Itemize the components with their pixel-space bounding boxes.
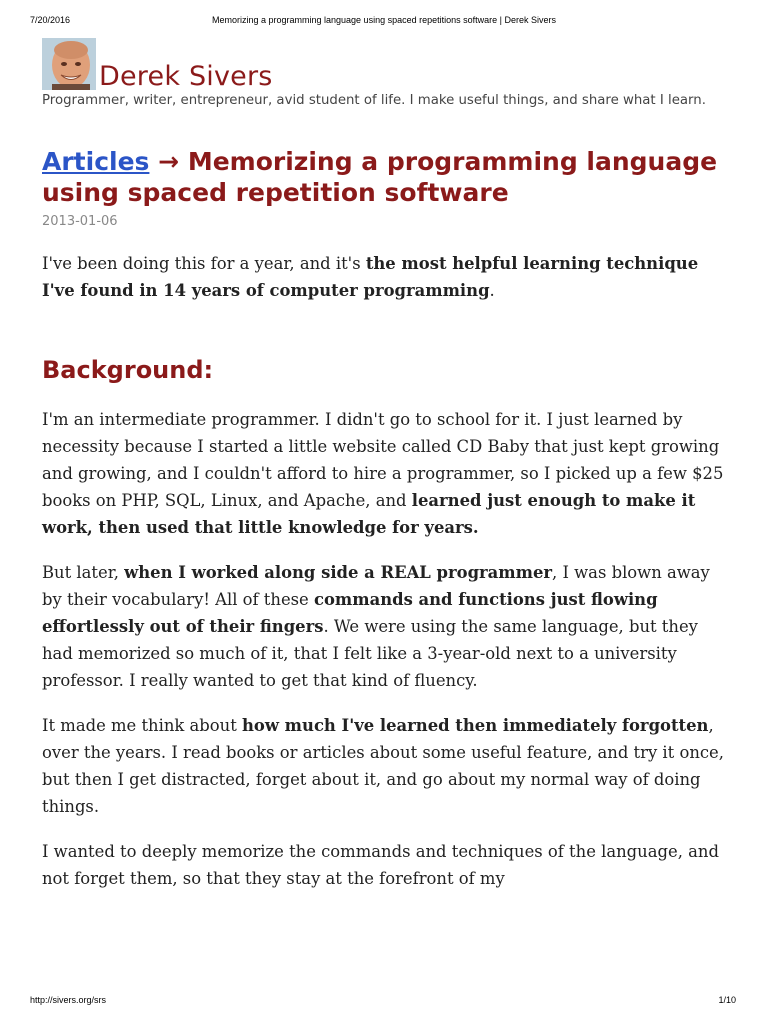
article-body [42,250,732,910]
text-span: . [489,281,495,300]
site-tagline: Programmer, writer, entrepreneur, avid student of life. I make useful things, and share what I learn. [42,93,706,108]
intro-paragraph [42,250,732,304]
text-span: , over the years. I read books or articles about some useful feature, and try it once, but then I get distracted, forget about it, and go about my normal way of doing things. [42,716,724,816]
paragraph [42,712,732,820]
breadcrumb-articles-link[interactable]: Articles [42,147,150,176]
text-span: . We were using the same language, but they had memorized so much of it, that I felt like a 3-year-old next to a university professor. I really wanted to get that kind of fluency. [42,617,698,690]
author-photo-icon [42,38,96,90]
print-page-number: 1/10 [718,995,736,1005]
site-name[interactable]: Derek Sivers [99,61,273,92]
avatar[interactable] [42,38,96,90]
print-footer [0,995,768,1009]
text-span: , I was blown away by their vocabulary! All of these [42,563,710,609]
article-date: 2013-01-06 [42,214,118,229]
article-title [42,146,742,208]
text-span: I've been doing this for a year, and it's [42,254,366,273]
bold-text: how much I've learned then immediately forgotten [242,716,709,735]
bold-text: learned just enough to make it work, then used that little knowledge for years. [42,491,696,537]
text-span: I'm an intermediate programmer. I didn't go to school for it. I just learned by necessity because I started a little website called CD Baby that just kept growing and growing, and I couldn't afford to hire a programmer, so I picked up a few $25 books on PHP, SQL, Linux, and Apache, and [42,410,724,510]
print-url: http://sivers.org/srs [30,995,107,1005]
print-header [0,15,768,29]
paragraph [42,406,732,541]
article-title-text: Memorizing a programming language using spaced repetition software [42,147,718,207]
text-span: But later, [42,563,125,582]
text-span: I wanted to deeply memorize the commands and techniques of the language, and not forget them, so that they stay at the forefront of my [42,842,719,888]
section-heading-background: Background: [42,356,214,384]
breadcrumb-arrow: → [158,147,180,176]
bold-text: when I worked along side a REAL programmer [124,563,553,582]
print-date: 7/20/2016 [30,15,71,25]
paragraph [42,559,732,694]
bold-text: commands and functions just flowing effortlessly out of their fingers [42,590,658,636]
paragraph [42,838,732,892]
print-page-title: Memorizing a programming language using spaced repetitions software | Derek Sivers [211,15,556,25]
text-span: It made me think about [42,716,243,735]
bold-text: the most helpful learning technique I've found in 14 years of computer programming [42,254,699,300]
